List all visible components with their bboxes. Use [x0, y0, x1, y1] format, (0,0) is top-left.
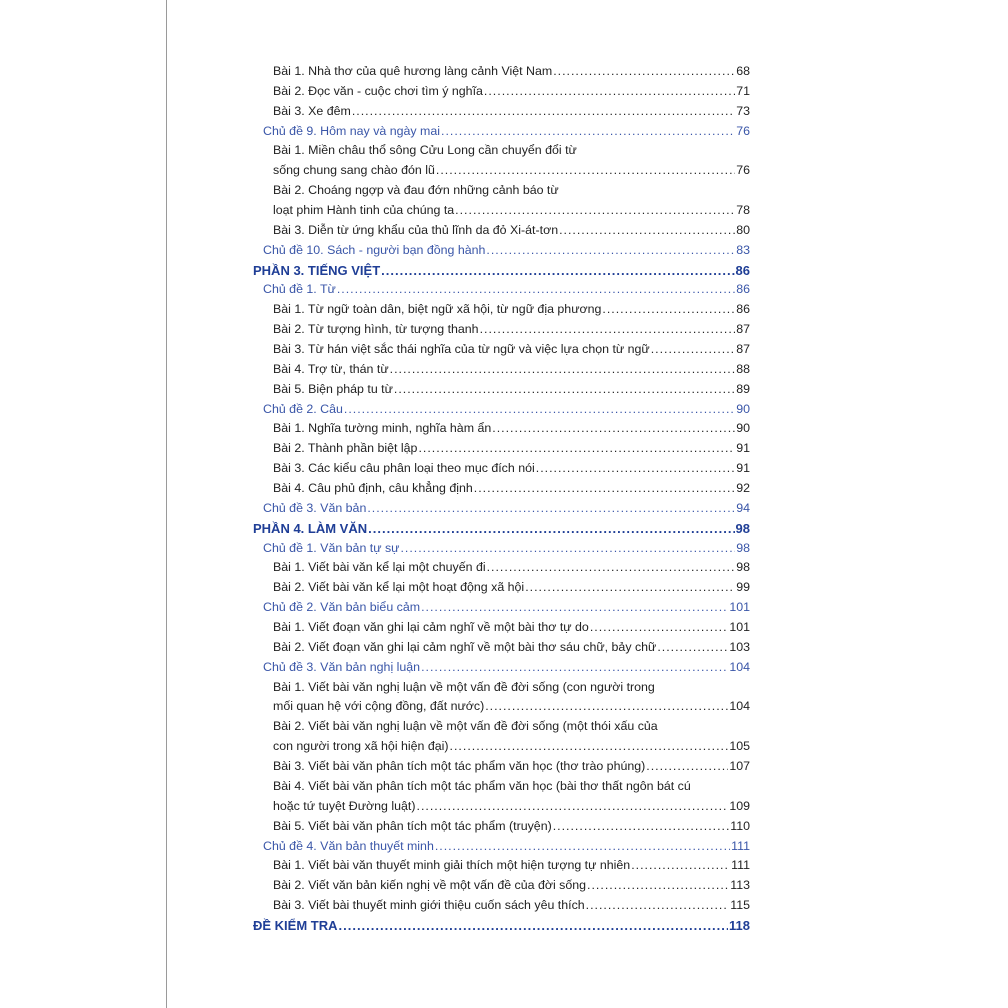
dot-leader [559, 221, 735, 241]
toc-page-number: 86 [736, 302, 750, 317]
toc-entry-label: Bài 4. Trợ từ, thán từ [273, 361, 389, 376]
toc-lesson-row [253, 737, 750, 757]
toc-page-number: 92 [736, 481, 750, 496]
toc-lesson-row [253, 638, 750, 658]
toc-entry-label: Bài 2. Viết bài văn kể lại một hoạt động xã hội [273, 580, 525, 595]
dot-leader [455, 201, 735, 221]
toc-page-number: 118 [729, 917, 750, 933]
dot-leader [352, 102, 735, 122]
toc-entry-label: ĐỀ KIỂM TRA [253, 917, 338, 933]
dot-leader [390, 360, 736, 380]
toc-topic-row [253, 658, 750, 678]
toc-entry-label: Bài 1. Viết bài văn kể lại một chuyến đi [273, 560, 486, 575]
toc-part-row [253, 261, 750, 281]
dot-leader [435, 837, 730, 857]
dot-leader [536, 459, 735, 479]
toc-entry-label: Bài 3. Viết bài thuyết minh giới thiệu cuốn sách yêu thích [273, 898, 585, 913]
toc-lesson-row [253, 876, 750, 896]
toc-page-number: 101 [729, 620, 750, 635]
dot-leader [368, 519, 734, 539]
toc-page-number: 111 [731, 838, 750, 853]
dot-leader [553, 817, 730, 837]
toc-entry-label: Chủ đề 3. Văn bản [263, 500, 367, 515]
toc-page-number: 91 [736, 441, 750, 456]
toc-entry-label: Bài 5. Viết bài văn phân tích một tác phẩm (truyện) [273, 818, 552, 833]
toc-entry-label: Bài 1. Viết bài văn thuyết minh giải thích một hiện tượng tự nhiên [273, 858, 631, 873]
dot-leader [441, 122, 735, 142]
toc-page-number: 109 [729, 798, 750, 813]
toc-topic-row [253, 241, 750, 261]
toc-entry-label: Chủ đề 2. Câu [263, 401, 343, 416]
toc-page-number: 115 [730, 898, 750, 913]
toc-lesson-row [253, 578, 750, 598]
toc-entry-label: Bài 5. Biện pháp tu từ [273, 381, 393, 396]
toc-page-number: 73 [736, 103, 750, 118]
toc-wrap-row [253, 181, 750, 201]
toc-lesson-row [253, 300, 750, 320]
toc-entry-label: Bài 1. Nghĩa tường minh, nghĩa hàm ẩn [273, 421, 492, 436]
toc-page-number: 89 [736, 381, 750, 396]
toc-page-number: 103 [729, 639, 750, 654]
toc-entry-label: con người trong xã hội hiện đại) [273, 739, 449, 754]
toc-lesson-row [253, 757, 750, 777]
toc-lesson-row [253, 817, 750, 837]
dot-leader [487, 558, 736, 578]
toc-entry-label: PHẦN 4. LÀM VĂN [253, 520, 368, 536]
dot-leader [474, 479, 735, 499]
toc-topic-row [253, 837, 750, 857]
toc-page-number: 98 [736, 540, 750, 555]
toc-lesson-row [253, 439, 750, 459]
toc-lesson-row [253, 856, 750, 876]
toc-lesson-row [253, 558, 750, 578]
toc-lesson-row [253, 896, 750, 916]
toc-entry-label: Chủ đề 3. Văn bản nghị luận [263, 659, 421, 674]
toc-page-number: 87 [736, 342, 750, 357]
toc-lesson-row [253, 459, 750, 479]
toc-entry-label: Bài 3. Các kiểu câu phân loại theo mục đích nói [273, 461, 535, 476]
dot-leader [421, 658, 728, 678]
dot-leader [381, 261, 734, 281]
toc-entry-label: Chủ đề 2. Văn bản biểu cảm [263, 600, 421, 615]
dot-leader [602, 300, 735, 320]
dot-leader [400, 539, 735, 559]
toc-entry-label: Bài 3. Xe đêm [273, 103, 351, 118]
toc-entry-label: Bài 4. Viết bài văn phân tích một tác phẩm văn học (bài thơ thất ngôn bát cú [273, 778, 691, 793]
toc-wrap-row [253, 777, 750, 797]
toc-entry-label: mối quan hệ với cộng đồng, đất nước) [273, 699, 485, 714]
toc-topic-row [253, 122, 750, 142]
toc-page-number: 91 [736, 461, 750, 476]
toc-page-number: 86 [736, 282, 750, 297]
toc-entry-label: Bài 1. Nhà thơ của quê hương làng cảnh Việt Nam [273, 63, 553, 78]
page-spine-line [166, 0, 167, 1008]
dot-leader [646, 757, 728, 777]
toc-entry-label: Bài 1. Viết bài văn nghị luận về một vấn đề đời sống (con người trong [273, 679, 655, 694]
toc-lesson-row [253, 797, 750, 817]
toc-entry-label: Bài 2. Viết văn bản kiến nghị về một vấn đề của đời sống [273, 878, 587, 893]
toc-entry-label: sống chung sang chào đón lũ [273, 163, 435, 178]
dot-leader [450, 737, 729, 757]
toc-wrap-row [253, 717, 750, 737]
toc-entry-label: hoặc tứ tuyệt Đường luật) [273, 798, 416, 813]
toc-part-row [253, 916, 750, 936]
toc-page-number: 113 [730, 878, 750, 893]
toc-part-row [253, 519, 750, 539]
toc-page-number: 90 [736, 401, 750, 416]
toc-topic-row [253, 598, 750, 618]
toc-lesson-row [253, 479, 750, 499]
dot-leader [486, 241, 735, 261]
toc-entry-label: Chủ đề 1. Văn bản tự sự [263, 540, 400, 555]
toc-lesson-row [253, 419, 750, 439]
dot-leader [553, 62, 735, 82]
toc-page-number: 76 [736, 163, 750, 178]
dot-leader [492, 419, 735, 439]
dot-leader [480, 320, 736, 340]
toc-lesson-row [253, 102, 750, 122]
dot-leader [651, 340, 735, 360]
toc-wrap-row [253, 678, 750, 698]
toc-page-number: 80 [736, 222, 750, 237]
toc-entry-label: Bài 1. Từ ngữ toàn dân, biệt ngữ xã hội, từ ngữ địa phương [273, 302, 602, 317]
toc-lesson-row [253, 82, 750, 102]
dot-leader [367, 499, 735, 519]
toc-entry-label: Bài 3. Diễn từ ứng khẩu của thủ lĩnh da đỏ Xi-át-tơn [273, 222, 559, 237]
dot-leader [657, 638, 728, 658]
toc-lesson-row [253, 360, 750, 380]
toc-page-number: 88 [736, 361, 750, 376]
dot-leader [525, 578, 735, 598]
dot-leader [417, 797, 729, 817]
dot-leader [631, 856, 730, 876]
toc-lesson-row [253, 380, 750, 400]
toc-lesson-row [253, 698, 750, 718]
toc-entry-label: Bài 2. Choáng ngợp và đau đớn những cảnh báo từ [273, 183, 559, 198]
toc-entry-label: Bài 2. Viết đoạn văn ghi lại cảm nghĩ về một bài thơ sáu chữ, bảy chữ [273, 639, 657, 654]
toc-entry-label: Bài 1. Miền châu thổ sông Cửu Long cần chuyển đổi từ [273, 143, 577, 158]
toc-page-number: 76 [736, 123, 750, 138]
dot-leader [339, 916, 729, 936]
toc-lesson-row [253, 221, 750, 241]
toc-page-number: 87 [736, 322, 750, 337]
toc-entry-label: Bài 2. Từ tượng hình, từ tượng thanh [273, 322, 479, 337]
toc-page-number: 94 [736, 500, 750, 515]
toc-page-number: 104 [729, 699, 750, 714]
toc-page-number: 90 [736, 421, 750, 436]
dot-leader [421, 598, 728, 618]
dot-leader [586, 896, 730, 916]
toc-entry-label: Bài 2. Viết bài văn nghị luận về một vấn đề đời sống (một thói xấu của [273, 719, 658, 734]
toc-entry-label: Chủ đề 10. Sách - người bạn đồng hành [263, 242, 486, 257]
toc-entry-label: Chủ đề 1. Từ [263, 282, 336, 297]
toc-page-number: 86 [735, 262, 750, 278]
toc-page-number: 110 [730, 818, 750, 833]
toc-page-number: 105 [729, 739, 750, 754]
toc-entry-label: Chủ đề 9. Hôm nay và ngày mai [263, 123, 441, 138]
toc-page-number: 98 [735, 520, 750, 536]
toc-lesson-row [253, 161, 750, 181]
toc-page-number: 68 [736, 63, 750, 78]
dot-leader [337, 280, 735, 300]
toc-page-number: 104 [729, 659, 750, 674]
toc-entry-label: Bài 1. Viết đoạn văn ghi lại cảm nghĩ về một bài thơ tự do [273, 620, 589, 635]
toc-lesson-row [253, 62, 750, 82]
dot-leader [485, 697, 728, 717]
toc-topic-row [253, 539, 750, 559]
toc-lesson-row [253, 201, 750, 221]
toc-entry-label: Bài 2. Thành phần biệt lập [273, 441, 418, 456]
toc-topic-row [253, 400, 750, 420]
toc-entry-label: Bài 4. Câu phủ định, câu khẳng định [273, 481, 473, 496]
toc-page-number: 78 [736, 203, 750, 217]
toc-page-number: 98 [736, 560, 750, 575]
toc-lesson-row [253, 340, 750, 360]
dot-leader [590, 618, 728, 638]
toc-page-number: 83 [736, 242, 750, 257]
dot-leader [587, 876, 729, 896]
toc-entry-label: Bài 3. Từ hán việt sắc thái nghĩa của từ ngữ và việc lựa chọn từ ngữ [273, 342, 650, 357]
table-of-contents [253, 62, 750, 936]
dot-leader [394, 380, 735, 400]
dot-leader [484, 82, 735, 102]
toc-entry-label: Chủ đề 4. Văn bản thuyết minh [263, 838, 434, 853]
toc-lesson-row [253, 320, 750, 340]
toc-lesson-row [253, 618, 750, 638]
toc-entry-label: PHẦN 3. TIẾNG VIỆT [253, 262, 381, 278]
toc-page-number: 101 [729, 600, 750, 615]
toc-page-number: 71 [736, 83, 750, 98]
dot-leader [418, 439, 735, 459]
toc-entry-label: Bài 3. Viết bài văn phân tích một tác phẩm văn học (thơ trào phúng) [273, 759, 646, 774]
toc-entry-label: Bài 2. Đọc văn - cuộc chơi tìm ý nghĩa [273, 83, 483, 98]
toc-page-number: 111 [731, 858, 750, 873]
toc-page-number: 99 [736, 580, 750, 595]
dot-leader [436, 161, 735, 181]
toc-topic-row [253, 499, 750, 519]
toc-topic-row [253, 280, 750, 300]
toc-entry-label: loạt phim Hành tinh của chúng ta [273, 203, 455, 217]
dot-leader [344, 400, 735, 420]
toc-page-number: 107 [729, 759, 750, 774]
toc-wrap-row [253, 141, 750, 161]
